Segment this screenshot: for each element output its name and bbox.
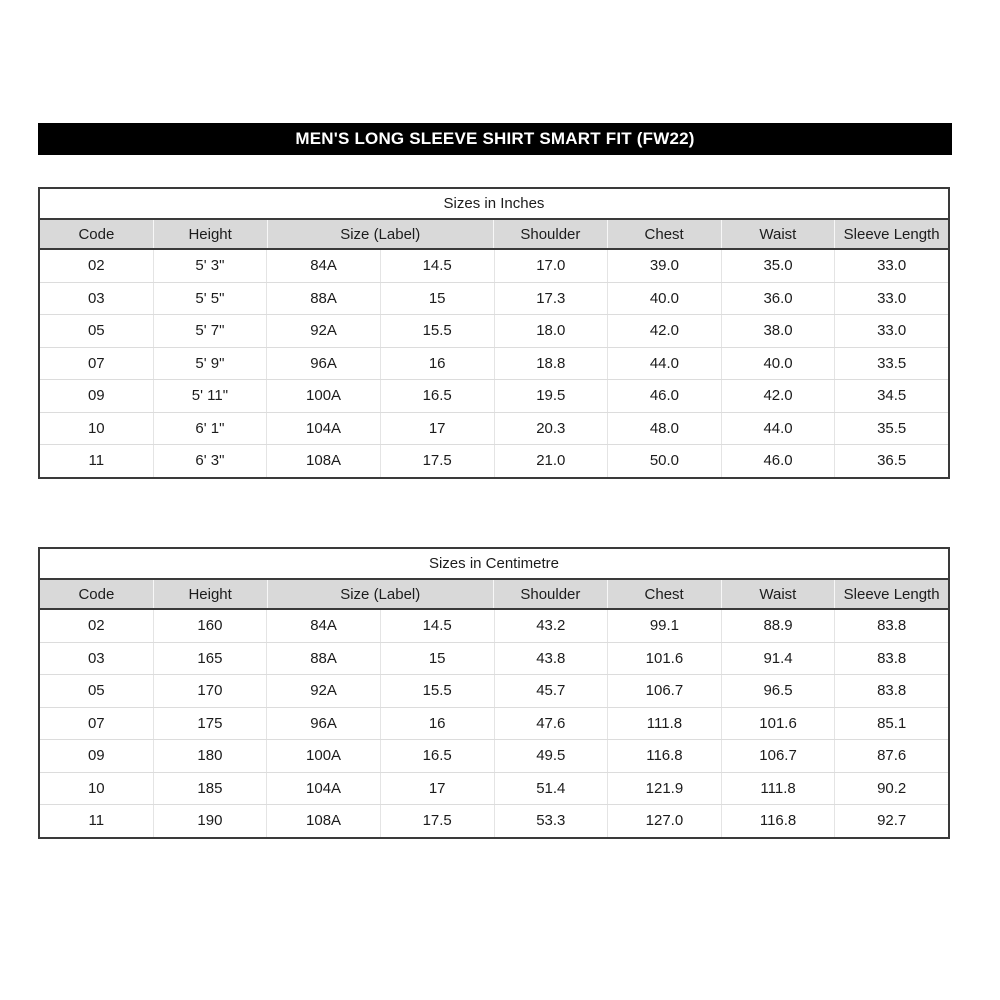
table-title: Sizes in Inches <box>443 195 545 212</box>
table-row <box>40 348 948 381</box>
table-cell: 33.5 <box>834 348 948 380</box>
table-body <box>40 250 948 477</box>
table-cell: 10 <box>87 419 105 437</box>
table-cell: 20.3 <box>494 413 608 445</box>
table-cell: 18.8 <box>494 348 608 380</box>
table-cell: 43.8 <box>494 643 608 675</box>
table-cell: 36.0 <box>721 283 835 315</box>
table-title: Sizes in Centimetre <box>428 555 560 572</box>
table-cell: 03 <box>87 649 105 667</box>
table-title-row <box>40 189 948 220</box>
table-row <box>40 675 948 708</box>
table-cell: 14.5 <box>380 610 494 642</box>
table-cell: 14.5 <box>380 250 494 282</box>
table-row <box>40 445 948 477</box>
table-cell: 108A <box>266 445 380 477</box>
column-header-size-label: Size (Label) <box>267 220 494 248</box>
table-cell: 106.7 <box>721 740 835 772</box>
table-cell: 16 <box>380 348 494 380</box>
table-cell: 185 <box>153 773 267 805</box>
table-cell: 03 <box>87 289 105 307</box>
table-row <box>40 283 948 316</box>
table-cell: 96A <box>266 708 380 740</box>
table-cell: 88.9 <box>721 610 835 642</box>
column-header-code: Code <box>78 585 115 603</box>
table-cell: 104A <box>266 773 380 805</box>
column-header-waist: Waist <box>721 580 835 608</box>
column-header-size-label: Size (Label) <box>267 580 494 608</box>
table-cell: 38.0 <box>721 315 835 347</box>
table-cell: 11 <box>88 812 105 830</box>
table-cell: 90.2 <box>834 773 948 805</box>
table-header-row <box>40 220 948 250</box>
table-cell: 84A <box>266 250 380 282</box>
table-cell: 88A <box>266 283 380 315</box>
table-cell: 35.5 <box>834 413 948 445</box>
table-cell: 5' 9" <box>153 348 267 380</box>
table-cell: 43.2 <box>494 610 608 642</box>
table-cell: 180 <box>153 740 267 772</box>
table-row <box>40 643 948 676</box>
table-cell: 101.6 <box>607 643 721 675</box>
table-cell: 108A <box>266 805 380 837</box>
table-cell: 17.5 <box>380 445 494 477</box>
table-cell: 15 <box>380 283 494 315</box>
table-cell: 15.5 <box>380 675 494 707</box>
table-cell: 07 <box>87 354 105 372</box>
table-cell: 15 <box>380 643 494 675</box>
table-cell: 21.0 <box>494 445 608 477</box>
column-header-height: Height <box>153 220 267 248</box>
table-row <box>40 708 948 741</box>
table-cell: 39.0 <box>607 250 721 282</box>
table-cell: 5' 5" <box>153 283 267 315</box>
table-cell: 02 <box>87 617 105 635</box>
table-cell: 46.0 <box>721 445 835 477</box>
table-cell: 106.7 <box>607 675 721 707</box>
table-cell: 85.1 <box>834 708 948 740</box>
table-header-row <box>40 580 948 610</box>
table-cell: 87.6 <box>834 740 948 772</box>
table-cell: 92.7 <box>834 805 948 837</box>
column-header-code: Code <box>78 225 115 243</box>
table-cell: 83.8 <box>834 675 948 707</box>
page-title: MEN'S LONG SLEEVE SHIRT SMART FIT (FW22) <box>295 129 695 148</box>
table-cell: 170 <box>153 675 267 707</box>
table-body <box>40 610 948 837</box>
table-cell: 11 <box>88 452 105 470</box>
column-header-waist: Waist <box>721 220 835 248</box>
table-cell: 5' 3" <box>153 250 267 282</box>
table-cell: 5' 7" <box>153 315 267 347</box>
table-cell: 99.1 <box>607 610 721 642</box>
table-cell: 10 <box>87 779 105 797</box>
table-cell: 45.7 <box>494 675 608 707</box>
table-cell: 33.0 <box>834 315 948 347</box>
table-cell: 17.0 <box>494 250 608 282</box>
table-cell: 33.0 <box>834 283 948 315</box>
table-cell: 40.0 <box>607 283 721 315</box>
column-header-chest: Chest <box>607 220 721 248</box>
table-cell: 02 <box>87 257 105 275</box>
column-header-shoulder: Shoulder <box>493 220 607 248</box>
table-cell: 96A <box>266 348 380 380</box>
table-row <box>40 740 948 773</box>
table-cell: 175 <box>153 708 267 740</box>
table-cell: 6' 1" <box>153 413 267 445</box>
table-cell: 51.4 <box>494 773 608 805</box>
table-cell: 84A <box>266 610 380 642</box>
table-title-row <box>40 549 948 580</box>
table-cell: 111.8 <box>721 773 835 805</box>
title-banner <box>38 123 952 155</box>
column-header-sleeve-length: Sleeve Length <box>834 580 948 608</box>
table-cell: 6' 3" <box>153 445 267 477</box>
table-cell: 47.6 <box>494 708 608 740</box>
table-cell: 100A <box>266 740 380 772</box>
table-cell: 42.0 <box>607 315 721 347</box>
table-cell: 40.0 <box>721 348 835 380</box>
table-cell: 42.0 <box>721 380 835 412</box>
table-cell: 83.8 <box>834 643 948 675</box>
table-cell: 104A <box>266 413 380 445</box>
table-cell: 36.5 <box>834 445 948 477</box>
table-cell: 101.6 <box>721 708 835 740</box>
table-cell: 05 <box>87 682 105 700</box>
table-cell: 160 <box>153 610 267 642</box>
table-cell: 46.0 <box>607 380 721 412</box>
table-row <box>40 250 948 283</box>
table-cell: 17.3 <box>494 283 608 315</box>
table-cell: 127.0 <box>607 805 721 837</box>
table-cell: 09 <box>87 747 105 765</box>
table-cell: 17.5 <box>380 805 494 837</box>
table-cell: 33.0 <box>834 250 948 282</box>
table-cell: 96.5 <box>721 675 835 707</box>
table-cell: 44.0 <box>721 413 835 445</box>
table-cell: 48.0 <box>607 413 721 445</box>
table-cell: 17 <box>380 773 494 805</box>
table-cell: 111.8 <box>607 708 721 740</box>
table-row <box>40 610 948 643</box>
table-cell: 190 <box>153 805 267 837</box>
table-cell: 121.9 <box>607 773 721 805</box>
table-row <box>40 380 948 413</box>
table-cell: 49.5 <box>494 740 608 772</box>
table-cell: 50.0 <box>607 445 721 477</box>
table-cell: 17 <box>380 413 494 445</box>
table-cell: 16.5 <box>380 740 494 772</box>
table-cell: 16.5 <box>380 380 494 412</box>
column-header-chest: Chest <box>607 580 721 608</box>
table-cell: 35.0 <box>721 250 835 282</box>
table-cell: 18.0 <box>494 315 608 347</box>
sizes-in-centimetre-table <box>38 547 950 839</box>
table-cell: 116.8 <box>721 805 835 837</box>
table-cell: 44.0 <box>607 348 721 380</box>
table-row <box>40 773 948 806</box>
table-row <box>40 805 948 837</box>
table-cell: 5' 11" <box>153 380 267 412</box>
table-cell: 165 <box>153 643 267 675</box>
table-cell: 92A <box>266 315 380 347</box>
table-cell: 91.4 <box>721 643 835 675</box>
table-cell: 05 <box>87 322 105 340</box>
table-cell: 100A <box>266 380 380 412</box>
table-cell: 116.8 <box>607 740 721 772</box>
column-header-height: Height <box>153 580 267 608</box>
column-header-shoulder: Shoulder <box>493 580 607 608</box>
table-cell: 83.8 <box>834 610 948 642</box>
table-cell: 53.3 <box>494 805 608 837</box>
table-cell: 16 <box>380 708 494 740</box>
table-row <box>40 315 948 348</box>
table-cell: 19.5 <box>494 380 608 412</box>
table-cell: 34.5 <box>834 380 948 412</box>
table-cell: 92A <box>266 675 380 707</box>
table-cell: 15.5 <box>380 315 494 347</box>
sizes-in-inches-table <box>38 187 950 479</box>
table-cell: 09 <box>87 387 105 405</box>
table-cell: 88A <box>266 643 380 675</box>
table-row <box>40 413 948 446</box>
column-header-sleeve-length: Sleeve Length <box>834 220 948 248</box>
table-cell: 07 <box>87 714 105 732</box>
